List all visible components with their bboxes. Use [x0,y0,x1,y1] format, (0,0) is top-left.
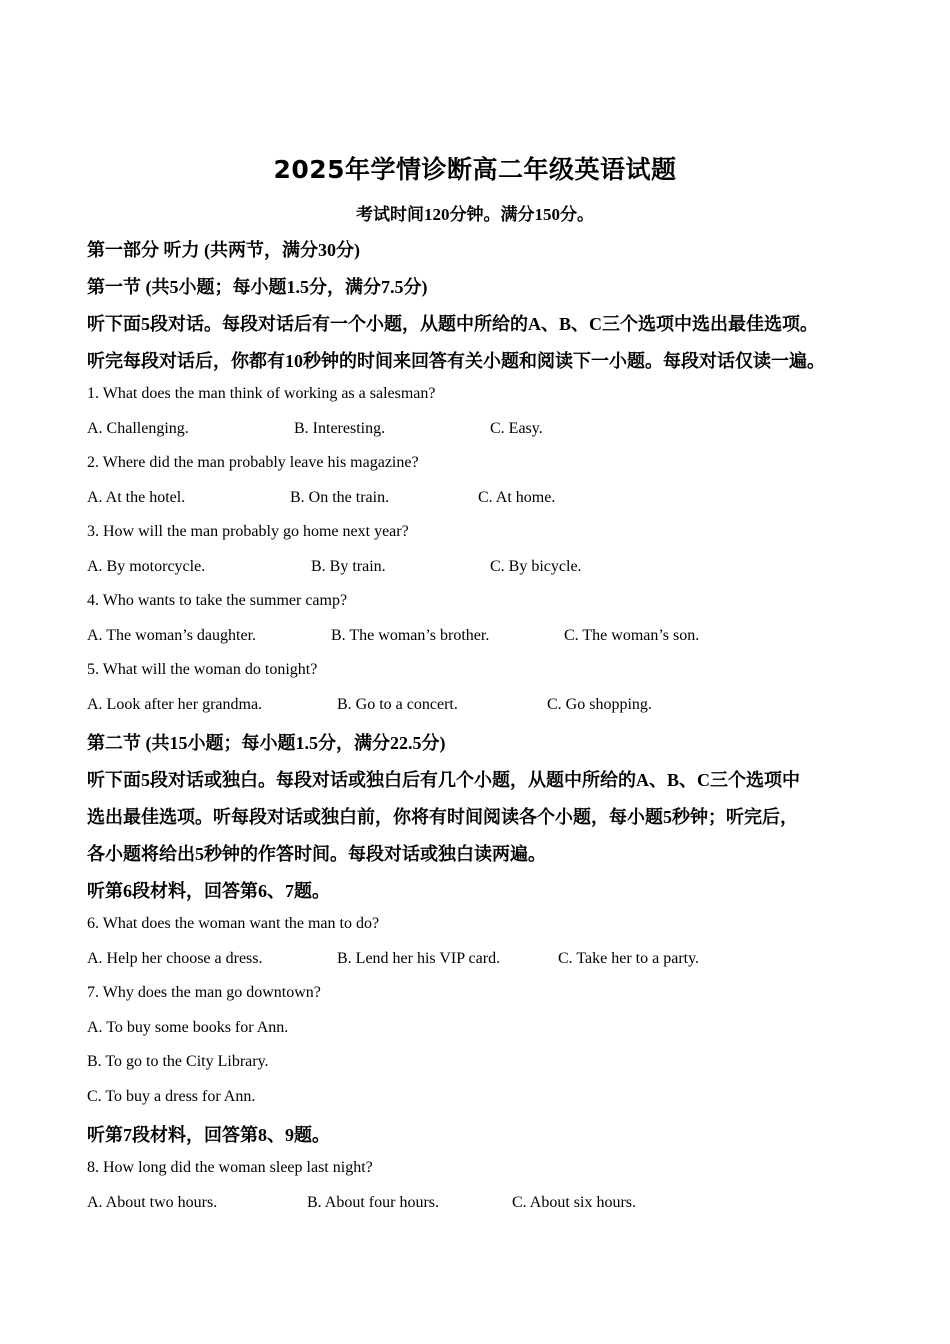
question-1-option-b: B. Interesting. [294,420,386,437]
question-4-option-a: A. The woman’s daughter. [87,627,257,644]
question-7-option-c: C. To buy a dress for Ann. [87,1088,256,1105]
question-2-option-a: A. At the hotel. [87,489,186,506]
question-1: 1. What does the man think of working as a salesman? [87,385,436,402]
question-2-option-b: B. On the train. [290,489,390,506]
question-3-option-c: C. By bicycle. [490,558,582,575]
question-6-option-c: C. Take her to a party. [558,950,700,967]
question-7-option-b: B. To go to the City Library. [87,1053,269,1070]
question-8-option-c: C. About six hours. [512,1194,637,1211]
question-3-option-b: B. By train. [311,558,386,575]
exam-title: 2025年学情诊断高二年级英语试题 [273,155,677,184]
question-2-option-c: C. At home. [478,489,556,506]
section2-instruction-1: 听下面5段对话或独白。每段对话或独白后有几个小题，从题中所给的A、B、C三个选项中 [87,770,800,790]
section2-instruction-2: 选出最佳选项。听每段对话或独白前，你将有时间阅读各个小题，每小题5秒钟；听完后， [87,807,798,827]
part1-heading: 第一部分 听力 (共两节，满分30分) [87,240,360,260]
question-8: 8. How long did the woman sleep last night? [87,1159,373,1176]
question-4-option-b: B. The woman’s brother. [331,627,490,644]
section2-instruction-3: 各小题将给出5秒钟的作答时间。每段对话或独白读两遍。 [87,844,546,864]
question-1-option-a: A. Challenging. [87,420,189,437]
question-5-option-a: A. Look after her grandma. [87,696,263,713]
section1-heading: 第一节 (共5小题；每小题1.5分，满分7.5分) [87,277,428,297]
question-2: 2. Where did the man probably leave his magazine? [87,454,419,471]
material-6-heading: 听第6段材料，回答第6、7题。 [87,881,330,901]
question-1-option-c: C. Easy. [490,420,543,437]
question-4: 4. Who wants to take the summer camp? [87,592,348,609]
question-4-option-c: C. The woman’s son. [564,627,700,644]
question-3: 3. How will the man probably go home next year? [87,523,409,540]
section1-instruction-1: 听下面5段对话。每段对话后有一个小题，从题中所给的A、B、C三个选项中选出最佳选项。 [87,314,818,334]
exam-subtitle: 考试时间120分钟。满分150分。 [356,205,594,224]
material-7-heading: 听第7段材料，回答第8、9题。 [87,1125,330,1145]
question-8-option-b: B. About four hours. [307,1194,439,1211]
question-8-option-a: A. About two hours. [87,1194,218,1211]
question-6: 6. What does the woman want the man to do? [87,915,380,932]
question-7-option-a: A. To buy some books for Ann. [87,1019,289,1036]
section1-instruction-2: 听完每段对话后，你都有10秒钟的时间来回答有关小题和阅读下一小题。每段对话仅读一遍。 [87,351,825,371]
question-6-option-a: A. Help her choose a dress. [87,950,263,967]
question-7: 7. Why does the man go downtown? [87,984,321,1001]
section2-heading: 第二节 (共15小题；每小题1.5分，满分22.5分) [87,733,446,753]
question-6-option-b: B. Lend her his VIP card. [337,950,501,967]
question-5: 5. What will the woman do tonight? [87,661,318,678]
question-5-option-b: B. Go to a concert. [337,696,458,713]
question-3-option-a: A. By motorcycle. [87,558,206,575]
question-5-option-c: C. Go shopping. [547,696,652,713]
